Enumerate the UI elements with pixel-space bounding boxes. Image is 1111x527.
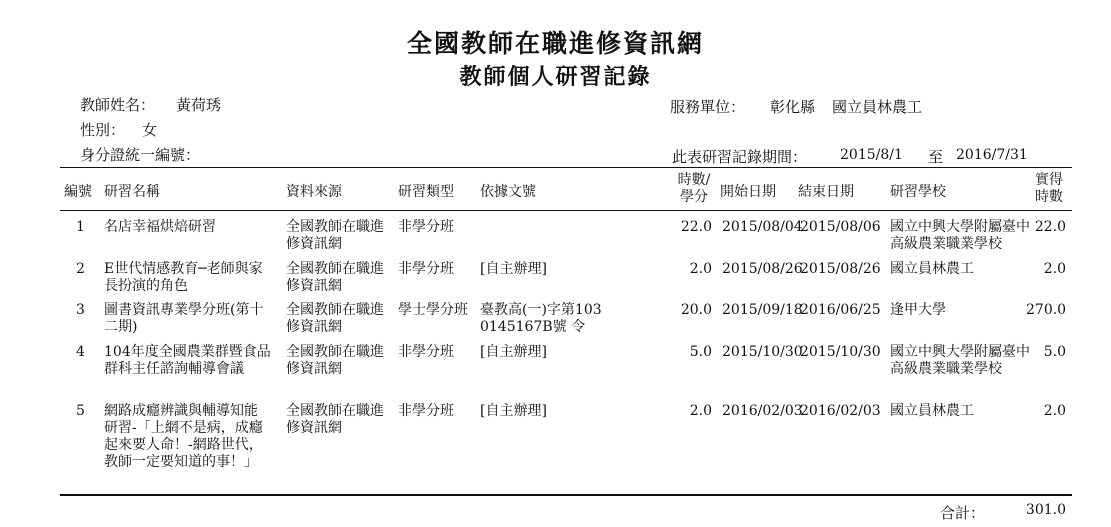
gender-label: 性別： bbox=[80, 121, 126, 139]
col-header-doc: 依據文號 bbox=[480, 184, 536, 200]
report-title: 全國教師在職進修資訊網 bbox=[406, 29, 704, 58]
cell-earned: 2.0 bbox=[1043, 261, 1066, 277]
table-bottom-rule bbox=[60, 494, 1072, 496]
total-label: 合計： bbox=[940, 504, 986, 522]
service-unit-school: 國立員林農工 bbox=[832, 98, 923, 116]
cell-doc: [自主辦理] bbox=[480, 344, 547, 360]
period-to: 至 bbox=[928, 148, 944, 166]
cell-name: 圖書資訊專業學分班(第十二期) bbox=[104, 302, 264, 335]
col-header-earned-line2: 時數 bbox=[1035, 189, 1063, 205]
cell-source: 全國教師在職進修資訊網 bbox=[286, 302, 384, 335]
cell-school: 國立員林農工 bbox=[890, 403, 974, 419]
cell-earned: 22.0 bbox=[1034, 219, 1066, 235]
cell-source: 全國教師在職進修資訊網 bbox=[286, 261, 384, 294]
cell-earned: 2.0 bbox=[1043, 403, 1066, 419]
cell-hours: 22.0 bbox=[680, 219, 712, 235]
cell-school: 國立中興大學附屬臺中高級農業職業學校 bbox=[890, 344, 1030, 377]
gender-value: 女 bbox=[142, 121, 158, 139]
cell-source: 全國教師在職進修資訊網 bbox=[286, 219, 384, 252]
cell-no: 5 bbox=[76, 403, 85, 419]
cell-type: 非學分班 bbox=[398, 344, 454, 360]
cell-end: 2015/08/06 bbox=[800, 219, 881, 235]
cell-hours: 2.0 bbox=[689, 403, 712, 419]
cell-name: 名店幸福烘焙研習 bbox=[104, 219, 216, 235]
period-start: 2015/8/1 bbox=[840, 147, 903, 163]
teacher-name-value: 黃荷琇 bbox=[176, 96, 222, 114]
cell-type: 非學分班 bbox=[398, 403, 454, 419]
col-header-end: 結束日期 bbox=[798, 184, 854, 200]
cell-name: 104年度全國農業群暨食品群科主任諮詢輔導會議 bbox=[104, 344, 271, 377]
cell-type: 非學分班 bbox=[398, 261, 454, 277]
table-header-rule bbox=[60, 210, 1072, 211]
col-header-hours-line2: 學分 bbox=[680, 189, 708, 205]
teacher-name-label: 教師姓名： bbox=[80, 96, 156, 114]
cell-source: 全國教師在職進修資訊網 bbox=[286, 344, 384, 377]
cell-name: E世代情感教育─老師與家長扮演的角色 bbox=[104, 261, 263, 294]
service-unit-county: 彰化縣 bbox=[770, 98, 816, 116]
cell-hours: 20.0 bbox=[680, 302, 712, 318]
cell-no: 1 bbox=[76, 219, 85, 235]
cell-name: 網路成癮辨識與輔導知能研習-「上網不是病，成癮起來要人命！-網路世代，教師一定要知道的事！」 bbox=[104, 403, 263, 470]
id-number-label: 身分證統一編號： bbox=[80, 146, 201, 164]
total-value: 301.0 bbox=[1025, 502, 1066, 518]
col-header-type: 研習類型 bbox=[398, 184, 454, 200]
service-unit-label: 服務單位： bbox=[670, 98, 746, 116]
cell-doc: 臺教高(一)字第1030145167B號 令 bbox=[480, 302, 602, 335]
col-header-school: 研習學校 bbox=[890, 184, 946, 200]
cell-no: 4 bbox=[76, 344, 85, 360]
period-label: 此表研習記錄期間： bbox=[672, 148, 808, 166]
cell-start: 2015/08/04 bbox=[722, 219, 803, 235]
cell-school: 逢甲大學 bbox=[890, 302, 946, 318]
cell-end: 2015/08/26 bbox=[800, 261, 881, 277]
report-subtitle: 教師個人研習記錄 bbox=[459, 64, 652, 90]
cell-school: 國立員林農工 bbox=[890, 261, 974, 277]
col-header-hours bbox=[672, 172, 716, 206]
cell-earned: 270.0 bbox=[1026, 302, 1067, 318]
period-end: 2016/7/31 bbox=[956, 147, 1028, 163]
cell-end: 2016/06/25 bbox=[800, 302, 881, 318]
col-header-source: 資料來源 bbox=[286, 184, 342, 200]
col-header-earned-line1: 實得 bbox=[1035, 172, 1063, 188]
cell-start: 2015/10/30 bbox=[722, 344, 803, 360]
cell-type: 學士學分班 bbox=[398, 302, 468, 318]
col-header-no: 編號 bbox=[64, 184, 92, 200]
cell-source: 全國教師在職進修資訊網 bbox=[286, 403, 384, 436]
cell-start: 2015/08/26 bbox=[722, 261, 803, 277]
cell-type: 非學分班 bbox=[398, 219, 454, 235]
cell-doc: [自主辦理] bbox=[480, 403, 547, 419]
col-header-earned bbox=[1030, 172, 1068, 206]
cell-hours: 2.0 bbox=[689, 261, 712, 277]
cell-no: 2 bbox=[76, 261, 85, 277]
cell-start: 2015/09/18 bbox=[722, 302, 803, 318]
cell-earned: 5.0 bbox=[1043, 344, 1066, 360]
cell-end: 2015/10/30 bbox=[800, 344, 881, 360]
cell-school: 國立中興大學附屬臺中高級農業職業學校 bbox=[890, 219, 1030, 252]
table-top-rule bbox=[60, 167, 1072, 168]
col-header-hours-line1: 時數/ bbox=[677, 172, 711, 188]
col-header-name: 研習名稱 bbox=[104, 184, 160, 200]
cell-no: 3 bbox=[76, 302, 85, 318]
cell-end: 2016/02/03 bbox=[800, 403, 881, 419]
col-header-start: 開始日期 bbox=[720, 184, 776, 200]
cell-doc: [自主辦理] bbox=[480, 261, 547, 277]
cell-start: 2016/02/03 bbox=[722, 403, 803, 419]
cell-hours: 5.0 bbox=[689, 344, 712, 360]
